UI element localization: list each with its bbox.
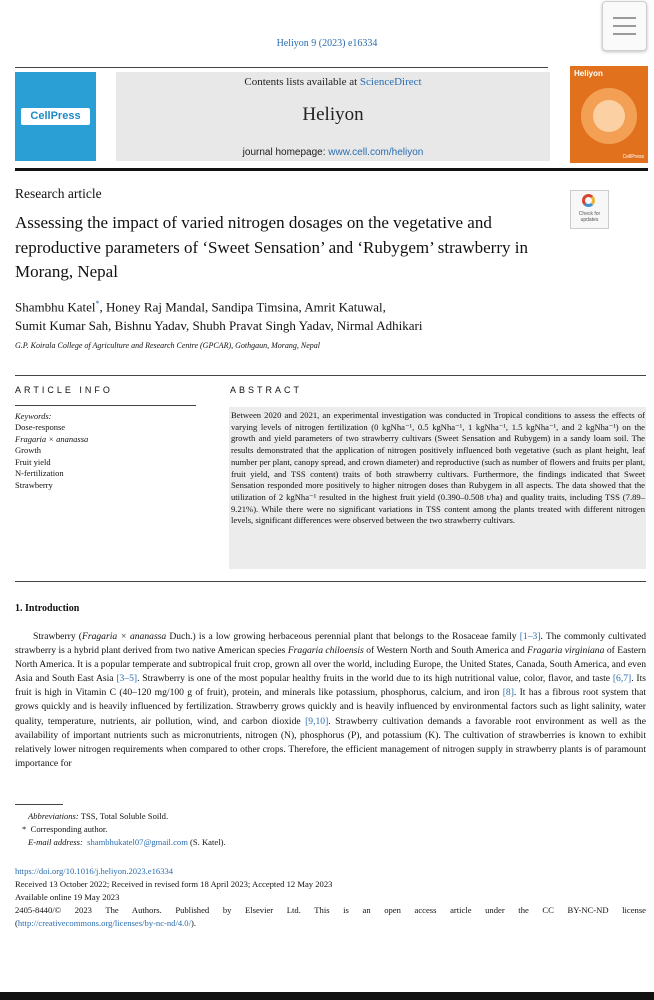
text-run: . Its fruit is high in Vitamin C (40–120 mg/100 g of fruit), protein, and minerals like potassium, phosphorus, calcium, and iron (15, 673, 646, 699)
author-names: Sumit Kumar Sah, Bishnu Yadav, Shubh Pravat Singh Yadav, Nirmal Adhikari (15, 318, 423, 334)
homepage-prefix: journal homepage: (242, 147, 329, 158)
keyword-item: Fruit yield (15, 456, 51, 467)
paren-open: ( (15, 918, 18, 928)
sciencedirect-link[interactable]: ScienceDirect (359, 76, 422, 88)
keywords-label: Keywords: (15, 411, 52, 421)
menu-icon-bar (613, 33, 636, 35)
email-link[interactable]: shambhukatel07@gmail.com (87, 837, 188, 847)
keyword-list (15, 422, 88, 492)
page-bottom-bar (0, 992, 654, 1000)
footnote-abbreviations (28, 811, 168, 821)
contents-line (116, 76, 550, 88)
footnote-text: (S. Katel). (187, 837, 226, 847)
text-run: . The commonly cultivated strawberry is a hybrid plant derived from two native American species (15, 631, 647, 657)
menu-icon-bar (613, 25, 636, 27)
license-text: 2405-8440/© 2023 The Authors. Published by Elsevier Ltd. This is an open access article under the CC BY-NC-ND license (15, 905, 646, 915)
journal-header (116, 72, 550, 161)
cellpress-logo[interactable] (15, 72, 96, 161)
footnote-corresponding (22, 824, 107, 834)
cover-title: Heliyon (574, 69, 603, 78)
text-run: Duch.) is a low growing herbaceous perennial plant that belongs to the Rosaceae family (166, 631, 520, 642)
species-name: Fragaria chiloensis (287, 645, 364, 657)
reference-link[interactable]: [1–3] (519, 631, 541, 642)
footnote-email (28, 837, 226, 847)
divider (15, 375, 646, 376)
journal-name: Heliyon (302, 104, 364, 125)
publication-info (15, 865, 646, 930)
license-url-line (15, 917, 646, 930)
license-link[interactable]: http://creativecommons.org/licenses/by-nc-nd/4.0/ (17, 918, 191, 928)
text-run: Strawberry ( (33, 631, 82, 642)
text-run: . Strawberry cultivation demands a favorable root environment as well as the availability of important nutrients such as micronutrients, nitrogen (N), phosphorus (P), and potassium (K). The cultivation of strawberries is known to exhibit relatively lower nitrogen requirements when compared to other crops. Therefore, the efficient management of nitrogen supply in strawberry plants is of paramount importance for (15, 715, 646, 769)
contents-prefix: Contents lists available at (244, 76, 360, 88)
cover-graphic-inner (593, 100, 625, 132)
species-name: Fragaria virginiana (527, 645, 605, 657)
received-dates: Received 13 October 2022; Received in revised form 18 April 2023; Accepted 12 May 2023 (15, 879, 333, 889)
keyword-item: Fragaria × ananassa (15, 433, 89, 444)
homepage-line (116, 147, 550, 158)
divider (15, 581, 646, 582)
cellpress-logo-text: CellPress (21, 108, 90, 125)
check-for-updates-button[interactable] (570, 190, 609, 229)
journal-citation[interactable]: Heliyon 9 (2023) e16334 (276, 38, 378, 49)
introduction-paragraph (15, 630, 646, 771)
text-run: of Eastern North America. It is a popular temperate and subtropical fruit crop, grown all over the world, including Europe, the United States, Canada, South America, and even Asia and South East Asia (15, 645, 646, 685)
keyword-item: Dose-response (15, 422, 66, 432)
menu-icon (613, 17, 636, 19)
corresponding-mark[interactable]: * (95, 299, 100, 308)
journal-cover-image[interactable] (570, 66, 648, 163)
corresponding-mark: * (22, 824, 27, 834)
footnote-label: Abbreviations: (28, 811, 79, 821)
check-updates-icon (582, 194, 595, 207)
footnote-label: E-mail address: (28, 837, 83, 847)
footnote-text: TSS, Total Soluble Soild. (78, 811, 169, 821)
affiliation: G.P. Koirala College of Agriculture and Research Centre (GPCAR), Gothgaun, Morang, Nepal (15, 341, 321, 350)
section-heading-introduction: 1. Introduction (15, 603, 80, 614)
keyword-item: Growth (15, 445, 41, 456)
homepage-link[interactable]: www.cell.com/heliyon (328, 147, 424, 158)
check-updates-label: Check for updates (578, 211, 601, 223)
author-names: , Honey Raj Mandal, Sandipa Timsina, Amrit Katuwal, (99, 299, 386, 315)
keyword-item: N-fertilization (15, 468, 64, 479)
header-rule (15, 168, 648, 171)
paren-close: ). (190, 918, 196, 928)
abstract-heading: ABSTRACT (230, 385, 303, 395)
abstract-text: Between 2020 and 2021, an experimental investigation was conducted in Tropical conditions to assess the effects of varying levels of nitrogen fertilization (0 kgNha⁻¹, 0.5 kgNha⁻¹, 1 kgNha⁻¹, 1.5 kgNha⁻¹, and 2 kgNha⁻¹) on the growth and yield parameters of two strawberry cultivars (Sweet Sensation and Rubygem) in a sandy loam soil. The results demonstrated that the application of nitrogen positively influenced both vegetative (such as plant height, leaf number per plant, canopy spread, and crown diameter) and reproductive (such as number of flowers and fruits per plant, fruit yield, and TSS content) traits of both strawberry cultivars. Furthermore, the findings indicated that Sweet Sensation responded more positively to higher nitrogen doses than Rubygem in all aspects. The data showed that the utilization of 2 kgNha⁻¹ resulted in the highest fruit yield (0.390–0.508 t/ha) and quality traits, including TSS (7.89–9.21%). While there were no significant variations in TSS content among the plants treated with different nitrogen levels, significant differences were observed between the two strawberry cultivars. (231, 410, 645, 526)
footnote-text: Corresponding author. (30, 824, 108, 834)
article-title: Assessing the impact of varied nitrogen dosages on the vegetative and reproductive parameters of ‘Sweet Sensation’ and ‘Rubygem’ strawberry in Morang, Nepal (15, 213, 528, 281)
text-run: . It has a fibrous root system that grows quickly and is heavily influenced by fertilization. Strawberry grows quickly and is heavily influenced by environmental factors such as light salinity, water quality, temperature, nutrients, air pollution, wind, and carbon dioxide (15, 687, 647, 727)
reference-link[interactable]: [9,10] (305, 715, 329, 727)
divider (15, 405, 196, 406)
online-date: Available online 19 May 2023 (15, 892, 120, 902)
article-info-heading: ARTICLE INFO (15, 385, 113, 395)
divider (15, 67, 548, 68)
reference-link[interactable]: [8] (502, 687, 514, 699)
keyword-item: Strawberry (15, 479, 53, 490)
doi-link[interactable]: https://doi.org/10.1016/j.heliyon.2023.e16334 (15, 866, 174, 876)
reference-link[interactable]: [6,7] (612, 673, 632, 685)
author-list (15, 294, 575, 335)
text-run: of Western North and South America and (363, 645, 528, 657)
footnote-divider (15, 804, 63, 805)
cover-footer: CellPress (622, 154, 644, 160)
species-name: Fragaria × ananassa (81, 631, 167, 642)
author-name[interactable]: Shambhu Katel (15, 299, 96, 315)
article-type: Research article (15, 186, 102, 201)
reference-link[interactable]: [3–5] (116, 673, 138, 685)
text-run: . Strawberry is one of the most popular healthy fruits in the world due to its high nutritional value, color, flavor, and taste (137, 673, 613, 685)
